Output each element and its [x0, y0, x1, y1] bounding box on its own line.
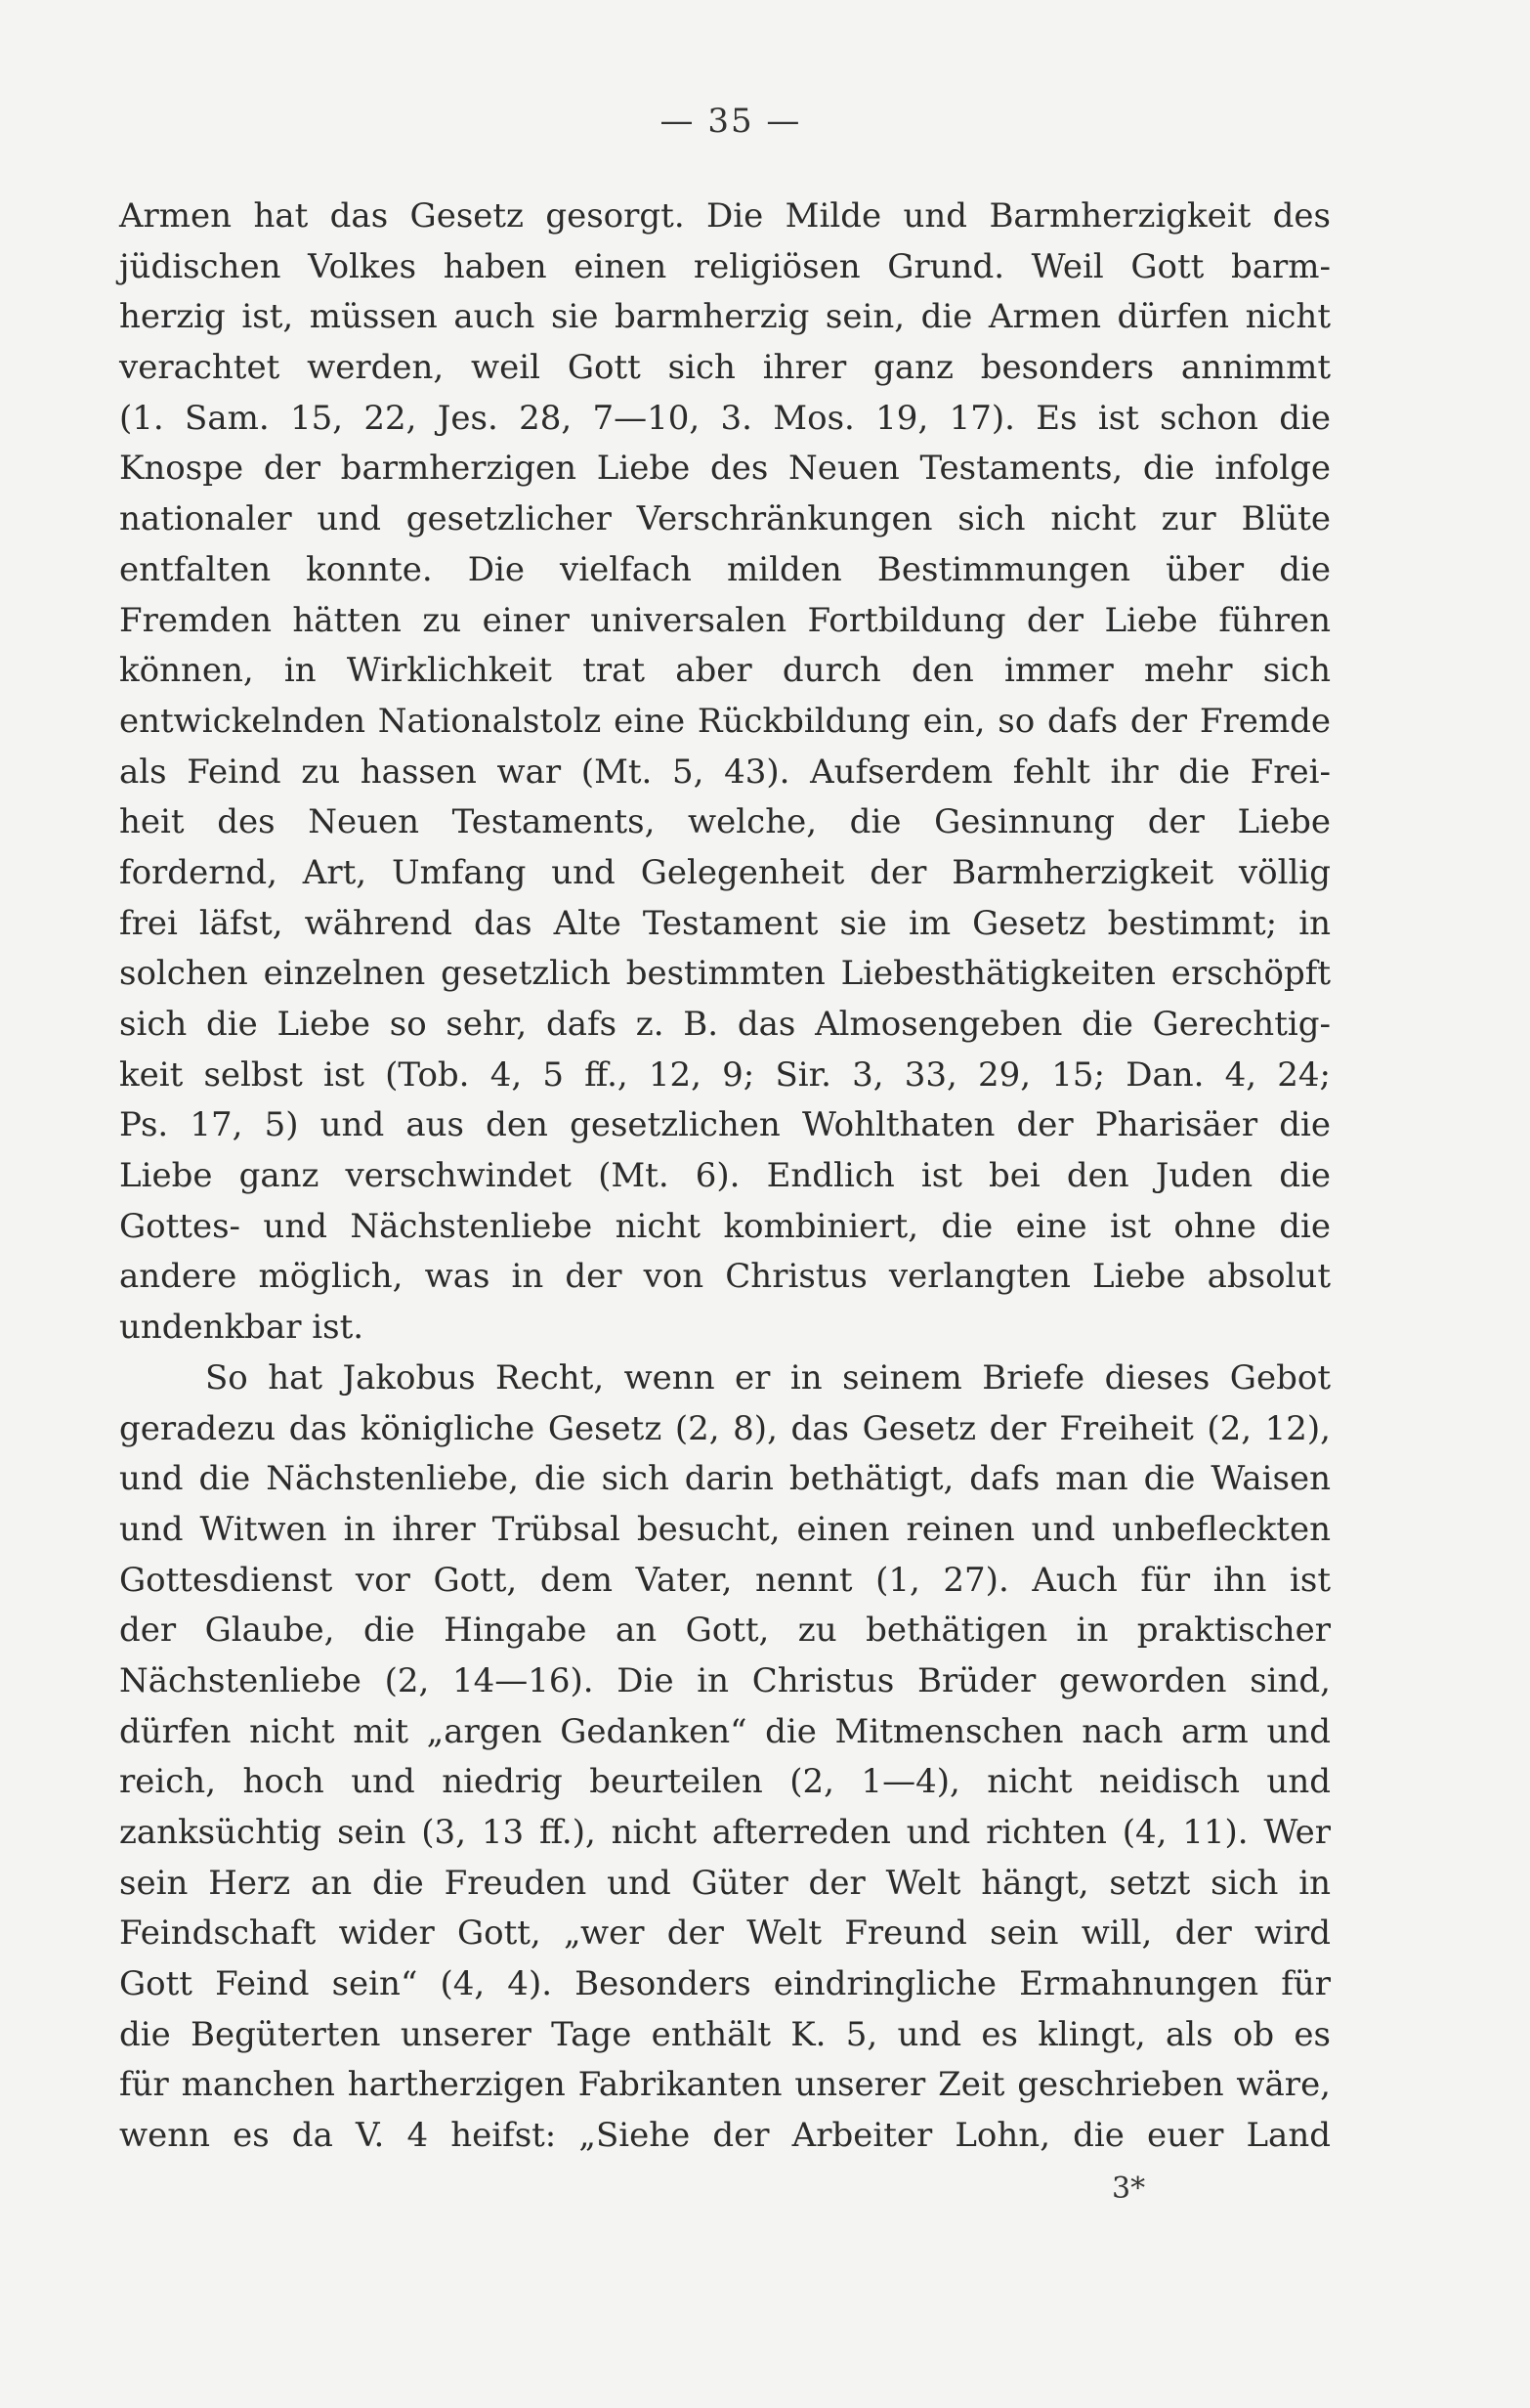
text-line: dürfen nicht mit „argen Gedanken“ die Mitmenschen nach arm und: [119, 1711, 1331, 1751]
text-line: keit selbst ist (Tob. 4, 5 ff., 12, 9; Sir. 3, 33, 29, 15; Dan. 4, 24;: [119, 1054, 1331, 1095]
text-line: nationaler und gesetzlicher Verschränkungen sich nicht zur Blüte: [119, 499, 1331, 539]
text-line: können, in Wirklichkeit trat aber durch den immer mehr sich: [119, 651, 1331, 691]
text-line: jüdischen Volkes haben einen religiösen Grund. Weil Gott barm-: [119, 246, 1331, 286]
text-line: sein Herz an die Freuden und Güter der Welt hängt, setzt sich in: [119, 1863, 1331, 1903]
text-line: Liebe ganz verschwindet (Mt. 6). Endlich ist bei den Juden die: [119, 1156, 1331, 1196]
text-line: geradezu das königliche Gesetz (2, 8), das Gesetz der Freiheit (2, 12),: [119, 1408, 1331, 1448]
text-line: Armen hat das Gesetz gesorgt. Die Milde und Barmherzigkeit des: [119, 196, 1331, 236]
text-line: Gottes- und Nächstenliebe nicht kombiniert, die eine ist ohne die: [119, 1206, 1331, 1246]
text-line: Knospe der barmherzigen Liebe des Neuen Testaments, die infolge: [119, 449, 1331, 489]
text-line: Gott Feind sein“ (4, 4). Besonders eindringliche Ermahnungen für: [119, 1964, 1331, 2004]
text-line: Nächstenliebe (2, 14—16). Die in Christus Brüder geworden sind,: [119, 1660, 1331, 1700]
page-number: — 35 —: [659, 102, 802, 141]
text-line: wenn es da V. 4 heifst: „Siehe der Arbeiter Lohn, die euer Land: [119, 2116, 1331, 2156]
paragraph-1: [119, 192, 1331, 1354]
text-line: Fremden hätten zu einer universalen Fortbildung der Liebe führen: [119, 600, 1331, 640]
text-line: verachtet werden, weil Gott sich ihrer ganz besonders annimmt: [119, 348, 1331, 388]
text-line: entfalten konnte. Die vielfach milden Bestimmungen über die: [119, 549, 1331, 589]
text-line: frei läfst, während das Alte Testament sie im Gesetz bestimmt; in: [119, 903, 1331, 943]
text-line: So hat Jakobus Recht, wenn er in seinem Briefe dieses Gebot: [205, 1357, 1331, 1398]
paragraph-2: [119, 1354, 1331, 2162]
text-line: herzig ist, müssen auch sie barmherzig sein, die Armen dürfen nicht: [119, 297, 1331, 337]
text-line: die Begüterten unserer Tage enthält K. 5, und es klingt, als ob es: [119, 2014, 1331, 2054]
text-line: Ps. 17, 5) und aus den gesetzlichen Wohlthaten der Pharisäer die: [119, 1105, 1331, 1145]
text-line: (1. Sam. 15, 22, Jes. 28, 7—10, 3. Mos. 19, 17). Es ist schon die: [119, 398, 1331, 438]
text-line: und die Nächstenliebe, die sich darin bethätigt, dafs man die Waisen: [119, 1459, 1331, 1499]
text-line: zanksüchtig sein (3, 13 ff.), nicht afterreden und richten (4, 11). Wer: [119, 1813, 1331, 1852]
text-line: für manchen hartherzigen Fabrikanten unserer Zeit geschrieben wäre,: [119, 2065, 1331, 2105]
body-text: [119, 192, 1331, 2162]
text-line: Feindschaft wider Gott, „wer der Welt Freund sein will, der wird: [119, 1914, 1331, 1954]
text-line: reich, hoch und niedrig beurteilen (2, 1—4), nicht neidisch und: [119, 1762, 1331, 1802]
signature-mark: 3*: [1112, 2172, 1146, 2206]
text-line: heit des Neuen Testaments, welche, die Gesinnung der Liebe: [119, 802, 1331, 842]
text-line: undenkbar ist.: [119, 1308, 364, 1348]
text-line: fordernd, Art, Umfang und Gelegenheit der Barmherzigkeit völlig: [119, 852, 1331, 892]
text-line: solchen einzelnen gesetzlich bestimmten Liebesthätigkeiten erschöpft: [119, 954, 1331, 994]
text-line: der Glaube, die Hingabe an Gott, zu bethätigen in praktischer: [119, 1611, 1331, 1651]
text-line: als Feind zu hassen war (Mt. 5, 43). Aufserdem fehlt ihr die Frei-: [119, 752, 1331, 792]
text-line: entwickelnden Nationalstolz eine Rückbildung ein, so dafs der Fremde: [119, 701, 1331, 741]
text-line: Gottesdienst vor Gott, dem Vater, nennt (1, 27). Auch für ihn ist: [119, 1560, 1331, 1600]
text-line: sich die Liebe so sehr, dafs z. B. das Almosengeben die Gerechtig-: [119, 1005, 1331, 1044]
text-line: andere möglich, was in der von Christus verlangten Liebe absolut: [119, 1257, 1331, 1297]
text-line: und Witwen in ihrer Trübsal besucht, einen reinen und unbefleckten: [119, 1509, 1331, 1549]
